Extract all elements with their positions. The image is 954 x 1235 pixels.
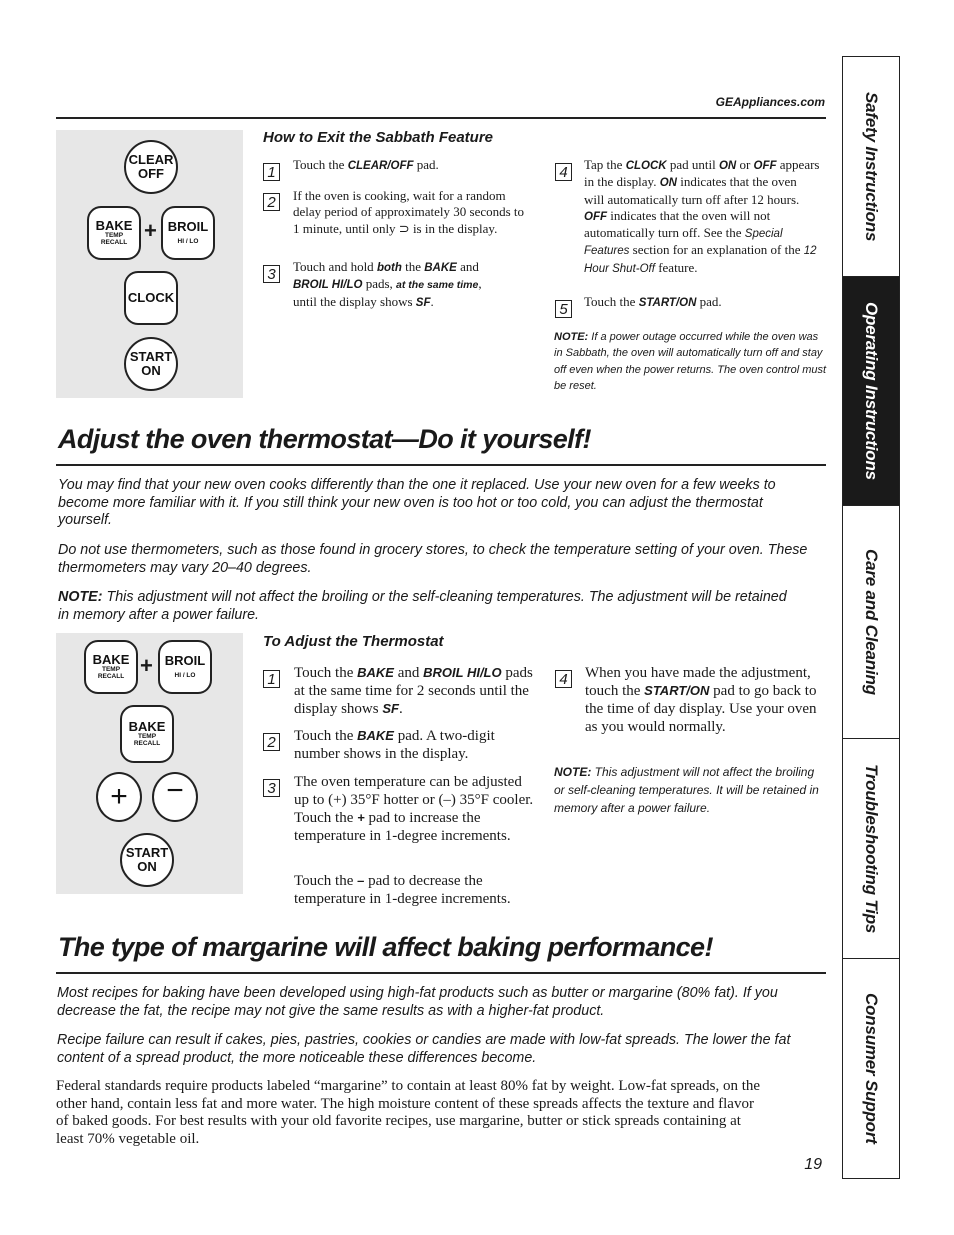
- clear-off-key: CLEAR OFF: [124, 140, 178, 194]
- step-number: 2: [263, 733, 280, 751]
- margarine-paragraph-1: Most recipes for baking have been developed using high-fat products such as butter or margarine (80% fat). If you decrease the fat, the recipe may not give the same results as with a higher-fat product.: [57, 985, 778, 1019]
- thermostat-paragraph-1: You may find that your new oven cooks differently than the one it replaced. Use your new oven for a few weeks to become more familiar with it. If you still think your new oven is too hot or too cold, you can adjust the thermostat yourself.: [58, 477, 776, 528]
- tab-care-and-cleaning[interactable]: Care and Cleaning: [843, 506, 899, 739]
- step-number: 3: [263, 265, 280, 283]
- clock-key: CLOCK: [124, 271, 178, 325]
- thermostat-step-note: NOTE: This adjustment will not affect the broiling or self-cleaning temperatures. It will be retained in memory after a power failure.: [554, 765, 819, 815]
- thermostat-step-3: The oven temperature can be adjusted up to (+) 35°F hotter or (–) 35°F cooler. Touch the + pad to increase the temperature in 1-degree increments.: [294, 774, 534, 844]
- sabbath-step-1: Touch the CLEAR/OFF pad.: [293, 157, 439, 172]
- bake-key: BAKE TEMP RECALL: [87, 206, 141, 260]
- step-number: 1: [263, 163, 280, 181]
- broil-key: BROIL HI / LO: [161, 206, 215, 260]
- thermostat-paragraph-2: Do not use thermometers, such as those found in grocery stores, to check the temperature setting of your oven. These thermometers may vary 20–40 degrees.: [58, 542, 808, 576]
- tab-consumer-support[interactable]: Consumer Support: [862, 993, 881, 1144]
- step-number: 1: [263, 670, 280, 688]
- thermostat-step-3-minus: Touch the – pad to decrease the temperature in 1-degree increments.: [294, 873, 511, 907]
- bake-key: BAKE TEMP RECALL: [84, 640, 138, 694]
- tab-troubleshooting-tips[interactable]: Troubleshooting Tips: [843, 739, 899, 959]
- step-number: 5: [555, 300, 572, 318]
- step-number: 4: [555, 670, 572, 688]
- sabbath-note: NOTE: If a power outage occurred while the oven was in Sabbath, the oven will automatically turn off and stay off even when the power returns. The oven control must be reset.: [554, 331, 827, 392]
- tab-safety-instructions[interactable]: Safety Instructions: [843, 57, 899, 277]
- margarine-paragraph-3: Federal standards require products labeled “margarine” to contain at least 80% fat by weight. Low-fat spreads, on the other hand, contain less fat and more water. The high moisture content of these spreads affects the texture and flavor of baked goods. For best results with your old favorite recipes, use margarine, butter or stick spreads containing at least 70% vegetable oil.: [56, 1078, 761, 1147]
- header-rule: [56, 117, 826, 119]
- start-on-key: START ON: [120, 833, 174, 887]
- section-tabs: [842, 56, 900, 1179]
- thermostat-step-2: Touch the BAKE pad. A two-digit number shows in the display.: [294, 728, 495, 762]
- start-on-key: START ON: [124, 337, 178, 391]
- thermostat-note: NOTE: This adjustment will not affect the broiling or the self-cleaning temperatures. The adjustment will be retained in memory after a power failure.: [58, 589, 787, 623]
- sabbath-step-3: Touch and hold both the BAKE and BROIL HI/LO pads, at the same time, until the display shows SF.: [293, 259, 482, 309]
- thermostat-step-4: When you have made the adjustment, touch the START/ON pad to go back to the time of day display. Use your oven as you would normally.: [585, 665, 817, 735]
- broil-key: BROIL HI / LO: [158, 640, 212, 694]
- site-url: GEAppliances.com: [715, 95, 825, 109]
- margarine-title: The type of margarine will affect baking performance!: [58, 932, 713, 962]
- step-number: 2: [263, 193, 280, 211]
- step-number: 4: [555, 163, 572, 181]
- sabbath-keypad-panel: [56, 130, 243, 398]
- tab-operating-instructions[interactable]: Operating Instructions: [843, 277, 899, 506]
- page-number: 19: [804, 1156, 822, 1173]
- sabbath-step-2: If the oven is cooking, wait for a random delay period of approximately 30 seconds to 1 minute, until only ⊃ is in the display.: [293, 188, 525, 236]
- plus-sign: +: [140, 653, 153, 678]
- plus-key: +: [96, 772, 142, 822]
- step-number: 3: [263, 779, 280, 797]
- thermostat-step-1: Touch the BAKE and BROIL HI/LO pads at the same time for 2 seconds until the display shows SF.: [294, 665, 533, 717]
- minus-key: −: [152, 772, 198, 822]
- plus-sign: +: [144, 218, 157, 243]
- thermostat-rule: [56, 464, 826, 466]
- sabbath-exit-heading: How to Exit the Sabbath Feature: [263, 129, 494, 146]
- thermostat-keypad-panel: [56, 633, 243, 894]
- thermostat-title: Adjust the oven thermostat—Do it yourself!: [58, 424, 591, 454]
- margarine-paragraph-2: Recipe failure can result if cakes, pies, pastries, cookies or candies are made with low-fat spreads. The lower the fat content of a spread product, the more noticeable these differences become.: [57, 1032, 791, 1066]
- margarine-rule: [56, 972, 826, 974]
- sabbath-step-5: Touch the START/ON pad.: [584, 294, 722, 309]
- bake-key-alone: BAKE TEMP RECALL: [120, 705, 174, 763]
- adjust-thermostat-heading: To Adjust the Thermostat: [263, 633, 444, 650]
- sabbath-step-4: Tap the CLOCK pad until ON or OFF appears in the display. ON indicates that the oven will automatically turn off after 12 hours. OFF indicates that the oven will not automatically turn off. See the Special Features section for an explanation of the 12 Hour Shut-Off feature.: [584, 157, 820, 275]
